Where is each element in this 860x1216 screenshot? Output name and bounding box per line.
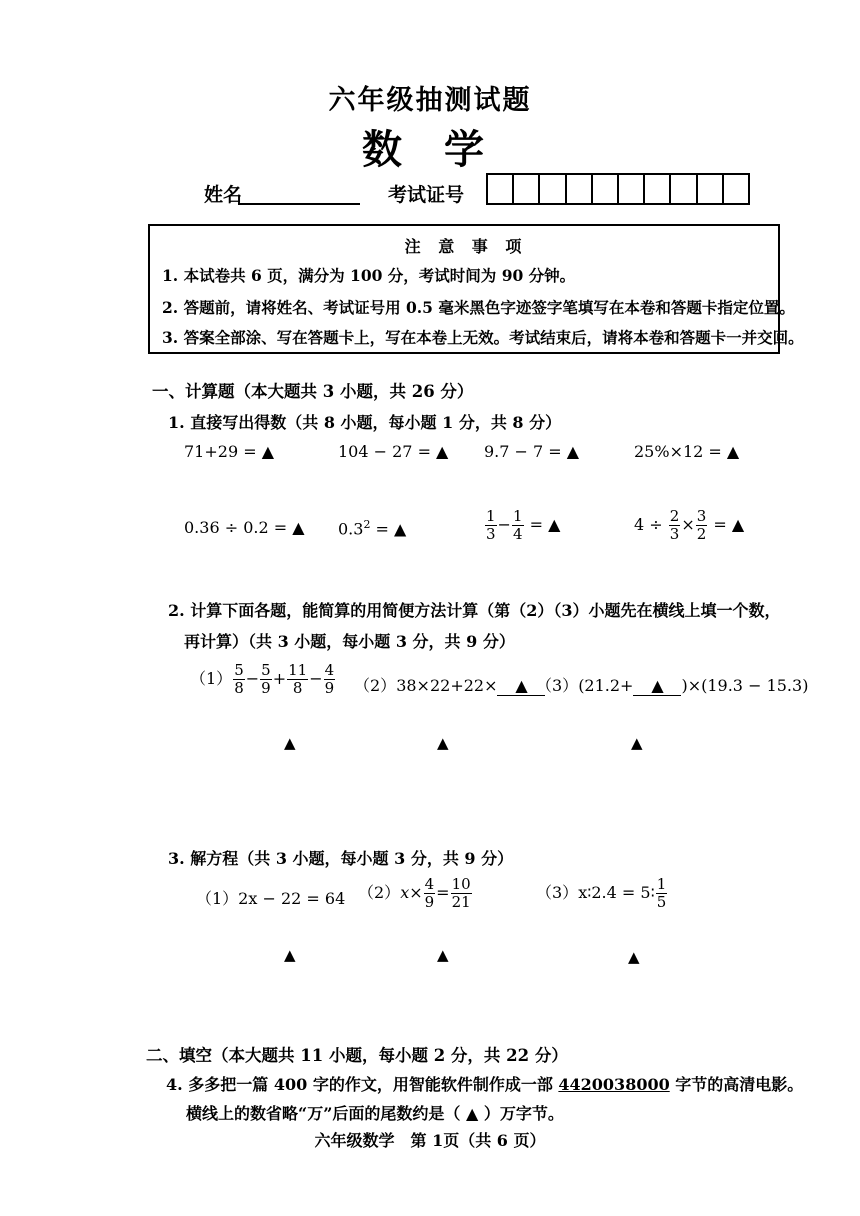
- q2-part3: （3）(21.2+ ▲ )×(19.3 − 15.3): [536, 676, 809, 695]
- exam-id-digit-box[interactable]: [593, 175, 619, 203]
- exam-id-digit-box[interactable]: [698, 175, 724, 203]
- name-label: 姓名: [204, 184, 243, 206]
- q3-answer-3: ▲: [628, 948, 640, 966]
- notice-item-2: 2. 答题前，请将姓名、考试证号用 0.5 毫米黑色字迹签字笔填写在本卷和答题卡指定位置。: [162, 298, 795, 317]
- q3-equation-3: （3）x∶2.4 = 5∶ $\frac{1}{5}$: [536, 875, 667, 911]
- q1-item-1: 71+29 = ▲: [184, 442, 275, 461]
- q1-item-4: 25%×12 = ▲: [634, 442, 740, 461]
- subject-title: 数 学: [362, 126, 498, 173]
- notice-item-1: 1. 本试卷共 6 页，满分为 100 分，考试时间为 90 分钟。: [162, 266, 576, 285]
- q3-answer-2: ▲: [437, 946, 449, 964]
- q1-item-8: 4 ÷ $\frac{2}{3}$ × $\frac{3}{2}$ = ▲: [634, 507, 745, 543]
- exam-id-digit-box[interactable]: [645, 175, 671, 203]
- exam-id-digit-box[interactable]: [619, 175, 645, 203]
- q2-answer-1: ▲: [284, 734, 296, 752]
- q4-byte-number: 4420038000: [558, 1075, 670, 1094]
- q1-item-7: $\frac{1}{3}$ − $\frac{1}{4}$ = ▲: [486, 507, 561, 543]
- exam-id-digit-box[interactable]: [514, 175, 540, 203]
- page-footer: 六年级数学 第 1页（共 6 页）: [314, 1131, 546, 1150]
- exam-id-digit-box[interactable]: [671, 175, 697, 203]
- q2-answer-3: ▲: [631, 734, 643, 752]
- q2-heading-line1: 2. 计算下面各题，能简算的用简便方法计算（第（2）（3）小题先在横线上填一个数，: [168, 601, 781, 620]
- q2-part1: （1） $\frac{5}{8}$ − $\frac{5}{9}$ + $\frac{11}{8}$ − $\frac{4}{9}$: [190, 661, 335, 697]
- q4-line1: 4. 多多把一篇 400 字的作文，用智能软件制作成一部 4420038000 字节的高清电影。: [166, 1075, 804, 1094]
- exam-id-digit-box[interactable]: [567, 175, 593, 203]
- exam-id-digit-box[interactable]: [724, 175, 748, 203]
- q2-part3-blank[interactable]: ▲: [633, 676, 681, 696]
- exam-title: 六年级抽测试题: [328, 85, 532, 116]
- q1-item-5: 0.36 ÷ 0.2 = ▲: [184, 518, 305, 537]
- exam-id-digit-box[interactable]: [540, 175, 566, 203]
- q1-heading: 1. 直接写出得数（共 8 小题，每小题 1 分，共 8 分）: [168, 413, 562, 432]
- q1-item-2: 104 − 27 = ▲: [338, 442, 449, 461]
- exam-id-digit-box[interactable]: [488, 175, 514, 203]
- q3-heading: 3. 解方程（共 3 小题，每小题 3 分，共 9 分）: [168, 849, 514, 868]
- q1-item-3: 9.7 − 7 = ▲: [484, 442, 580, 461]
- exam-id-label: 考试证号: [388, 184, 465, 206]
- q1-item-6: $0.3^2$ = ▲: [338, 518, 407, 539]
- q3-answer-1: ▲: [284, 946, 296, 964]
- part2-heading: 二、填空（本大题共 11 小题，每小题 2 分，共 22 分）: [146, 1046, 568, 1065]
- q2-part2-blank[interactable]: ▲: [497, 676, 545, 696]
- exam-id-boxes[interactable]: [486, 173, 750, 205]
- notice-box: [148, 224, 804, 354]
- notice-title: 注 意 事 项: [404, 237, 528, 256]
- q3-equation-2: （2）x× $\frac{4}{9}$ = $\frac{10}{21}$: [358, 875, 471, 911]
- q2-heading-line2: 再计算）（共 3 小题，每小题 3 分，共 9 分）: [184, 632, 515, 651]
- notice-item-3: 3. 答案全部涂、写在答题卡上，写在本卷上无效。考试结束后，请将本卷和答题卡一并交回。: [162, 328, 804, 347]
- name-field-line[interactable]: [238, 203, 360, 205]
- part1-heading: 一、计算题（本大题共 3 小题，共 26 分）: [152, 382, 474, 401]
- q4-line2: 横线上的数省略“万”后面的尾数约是（ ▲ ）万字节。: [186, 1104, 564, 1123]
- q2-part2: （2）38×22+22× ▲: [354, 673, 545, 696]
- q3-equation-1: （1）2x − 22 = 64: [196, 889, 346, 908]
- q2-answer-2: ▲: [437, 734, 449, 752]
